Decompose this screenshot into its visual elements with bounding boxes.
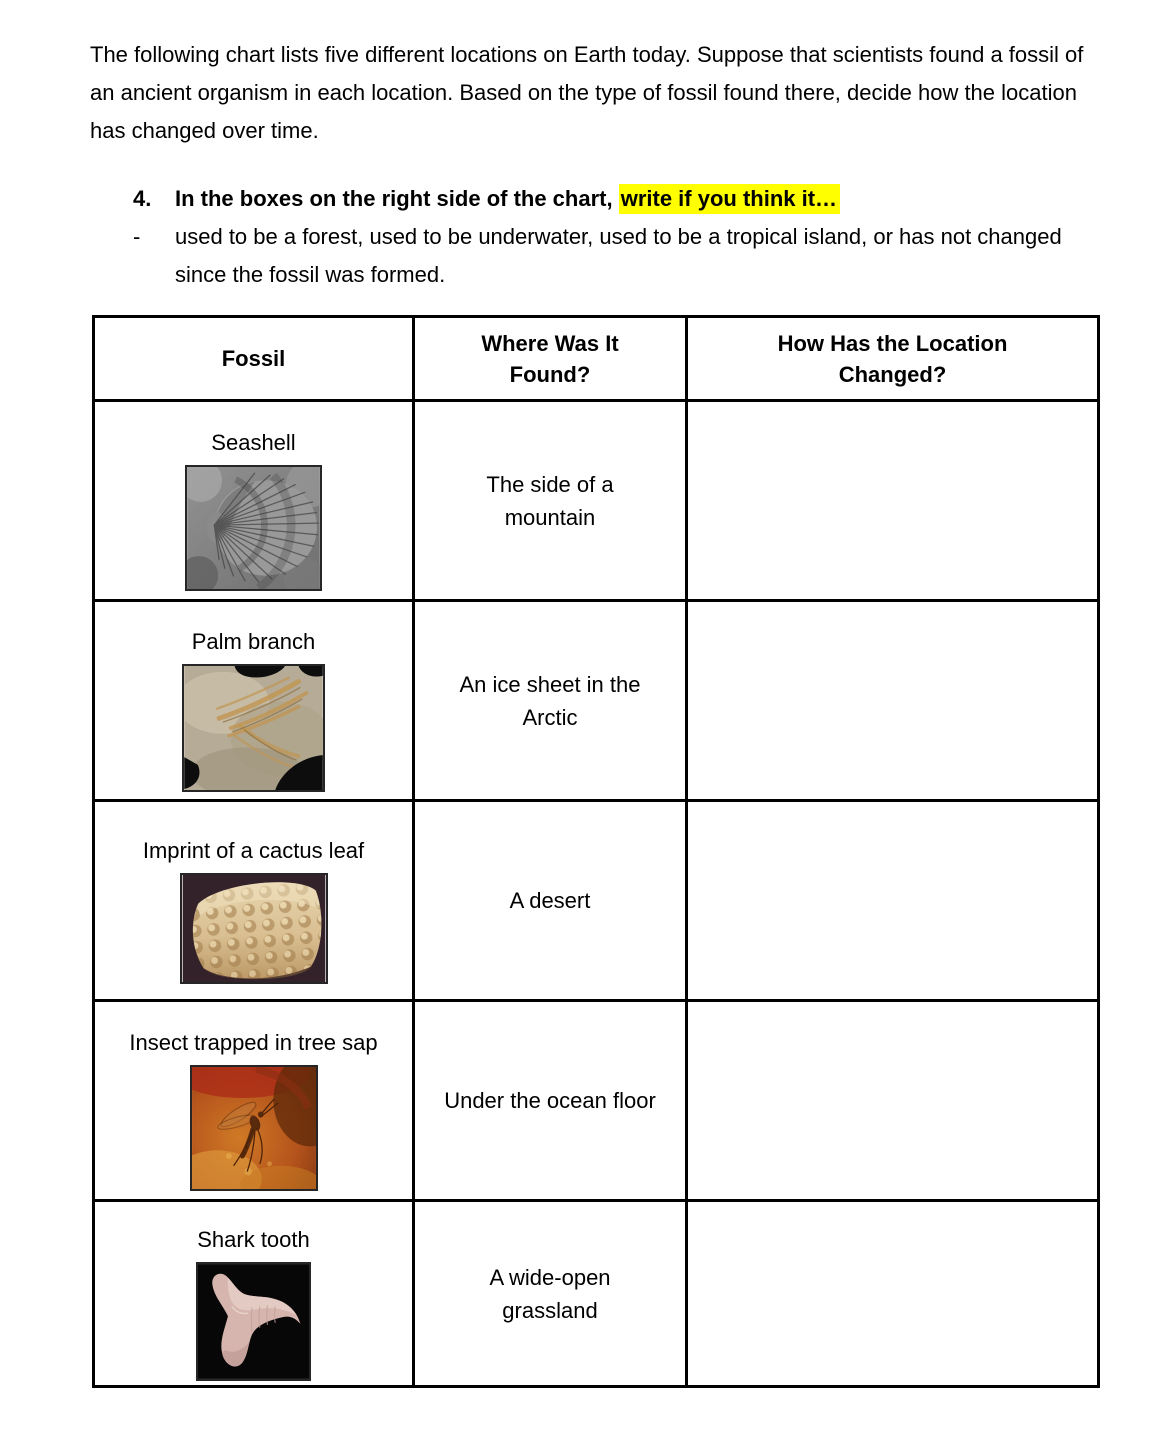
where-cell-seashell: The side of a mountain bbox=[414, 401, 687, 601]
bullet-dash: - bbox=[133, 224, 141, 249]
table-row-cactus-leaf bbox=[94, 801, 1099, 1001]
cactus-leaf-fossil-photo bbox=[180, 873, 328, 984]
header-fossil: Fossil bbox=[94, 317, 414, 401]
intro-paragraph: The following chart lists five different locations on Earth today. Suppose that scientists found a fossil of an ancient organism in each location. Based on the type of fossil found there, decide how the location has changed over time. bbox=[90, 42, 1084, 143]
fossil-label: Seashell bbox=[211, 430, 296, 455]
fossil-label: Insect trapped in tree sap bbox=[129, 1030, 378, 1055]
question-4 bbox=[133, 180, 1100, 218]
table-row-palm-branch bbox=[94, 601, 1099, 801]
bullet-text: used to be a forest, used to be underwater, used to be a tropical island, or has not changed since the fossil was formed. bbox=[175, 224, 1062, 287]
table-row-amber-insect bbox=[94, 1001, 1099, 1201]
header-row bbox=[94, 317, 1099, 401]
fossil-cell-cactus-leaf bbox=[94, 801, 414, 1001]
shark-tooth-fossil-photo bbox=[196, 1262, 311, 1381]
fossil-cell-amber-insect bbox=[94, 1001, 414, 1201]
where-cell-palm-branch: An ice sheet in the Arctic bbox=[414, 601, 687, 801]
answer-cell-amber-insect[interactable] bbox=[687, 1001, 1099, 1201]
fossil-label: Shark tooth bbox=[197, 1226, 310, 1252]
where-cell-cactus-leaf: A desert bbox=[414, 801, 687, 1001]
page-content bbox=[90, 36, 1100, 1388]
fossil-label: Palm branch bbox=[191, 629, 316, 654]
fossil-label: Imprint of a cactus leaf bbox=[142, 837, 365, 863]
palm-branch-fossil-photo bbox=[182, 664, 325, 792]
question-number: 4. bbox=[133, 186, 152, 211]
fossil-cell-palm-branch bbox=[94, 601, 414, 801]
highlighted-text: write if you think it… bbox=[619, 184, 840, 214]
answer-cell-cactus-leaf[interactable] bbox=[687, 801, 1099, 1001]
seashell-fossil-photo bbox=[185, 465, 322, 591]
question-sub-bullet bbox=[133, 218, 1100, 294]
question-text bbox=[175, 180, 840, 218]
fossil-chart-table bbox=[92, 315, 1100, 1388]
fossil-cell-seashell bbox=[94, 401, 414, 601]
answer-cell-shark-tooth[interactable] bbox=[687, 1201, 1099, 1387]
where-cell-amber-insect: Under the ocean floor bbox=[414, 1001, 687, 1201]
where-cell-shark-tooth: A wide-open grassland bbox=[414, 1201, 687, 1387]
table-row-shark-tooth bbox=[94, 1201, 1099, 1387]
answer-cell-palm-branch[interactable] bbox=[687, 601, 1099, 801]
amber-insect-fossil-photo bbox=[190, 1065, 318, 1191]
header-where-found: Where Was It Found? bbox=[414, 317, 687, 401]
table-row-seashell bbox=[94, 401, 1099, 601]
question-lead: In the boxes on the right side of the chart, bbox=[175, 186, 619, 211]
answer-cell-seashell[interactable] bbox=[687, 401, 1099, 601]
fossil-cell-shark-tooth bbox=[94, 1201, 414, 1387]
header-location-changed: How Has the Location Changed? bbox=[687, 317, 1099, 401]
